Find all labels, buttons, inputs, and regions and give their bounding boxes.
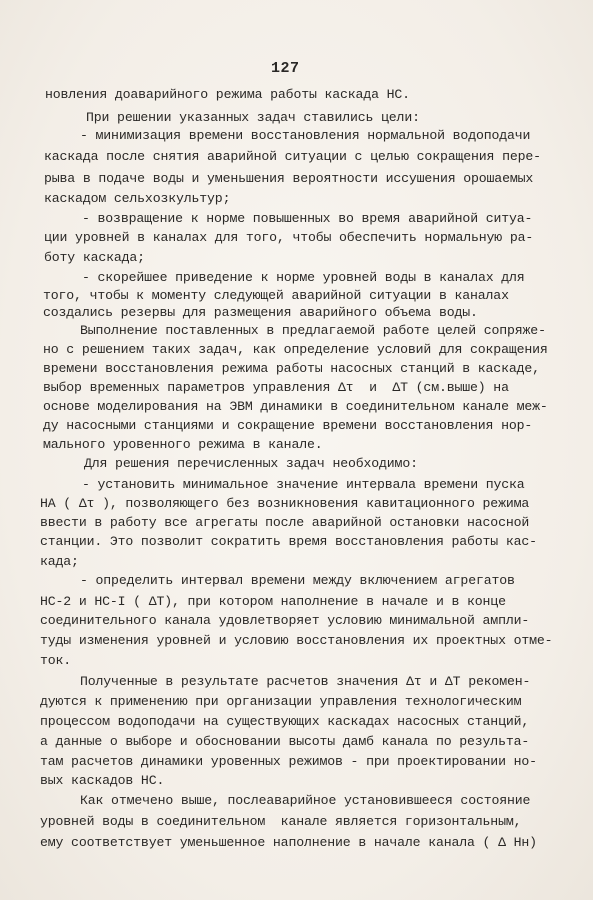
text-line: НА ( Δτ ), позволяющего без возникновения кавитационного режима: [40, 496, 530, 511]
text-line: ему соответствует уменьшенное наполнение в начале канала ( Δ Hн): [40, 835, 537, 850]
text-line: - определить интервал времени между включением агрегатов: [80, 573, 515, 588]
page-number: 127: [271, 60, 300, 77]
text-line: При решении указанных задач ставились цели:: [86, 110, 420, 125]
text-line: там расчетов динамики уровенных режимов - при проектировании но-: [40, 754, 537, 769]
text-line: рыва в подаче воды и уменьшения вероятности иссушения орошаемых: [44, 171, 534, 186]
text-line: но с решением таких задач, как определение условий для сокращения: [43, 342, 548, 357]
text-line: када;: [40, 554, 79, 569]
text-line: - скорейшее приведение к норме уровней воды в каналах для: [82, 270, 525, 285]
text-line: каскада после снятия аварийной ситуации с целью сокращения пере-: [44, 149, 541, 164]
text-line: Полученные в результате расчетов значения Δτ и ΔТ рекомен-: [80, 674, 531, 689]
text-line: создались резервы для размещения аварийного объема воды.: [43, 305, 478, 320]
text-line: процессом водоподачи на существующих каскадах насосных станций,: [40, 714, 530, 729]
text-line: Как отмечено выше, послеаварийное установившееся состояние: [80, 793, 531, 808]
text-line: Выполнение поставленных в предлагаемой работе целей сопряже-: [80, 323, 546, 338]
text-line: основе моделирования на ЭВМ динамики в соединительном канале меж-: [43, 399, 548, 414]
text-line: а данные о выборе и обосновании высоты дамб канала по результа-: [40, 734, 530, 749]
text-line: ции уровней в каналах для того, чтобы обеспечить нормальную ра-: [44, 230, 534, 245]
text-line: мального уровенного режима в канале.: [43, 437, 323, 452]
text-line: дуются к применению при организации управления технологическим: [40, 694, 522, 709]
text-line: новления доаварийного режима работы каскада НС.: [45, 87, 410, 102]
text-line: уровней воды в соединительном канале является горизонтальным,: [40, 814, 522, 829]
text-line: того, чтобы к моменту следующей аварийной ситуации в каналах: [43, 288, 509, 303]
text-line: соединительного канала удовлетворяет условию минимальной ампли-: [40, 613, 530, 628]
text-line: - возвращение к норме повышенных во время аварийной ситуа-: [82, 211, 533, 226]
text-line: станции. Это позволит сократить время восстановления работы кас-: [40, 534, 537, 549]
text-line: ток.: [40, 653, 72, 668]
text-line: выбор временных параметров управления Δτ и ΔТ (см.выше) на: [43, 380, 509, 395]
text-line: ввести в работу все агрегаты после аварийной остановки насосной: [40, 515, 530, 530]
text-line: Для решения перечисленных задач необходимо:: [84, 456, 418, 471]
text-line: туды изменения уровней и условию восстановления их проектных отме-: [40, 633, 553, 648]
text-line: НС-2 и НС-I ( ΔТ), при котором наполнение в начале и в конце: [40, 594, 506, 609]
text-line: каскадом сельхозкультур;: [44, 191, 231, 206]
text-line: вых каскадов НС.: [40, 773, 165, 788]
text-line: - установить минимальное значение интервала времени пуска: [82, 477, 525, 492]
text-line: времени восстановления режима работы насосных станций в каскаде,: [43, 361, 540, 376]
text-line: ду насосными станциями и сокращение времени восстановления нор-: [43, 418, 533, 433]
text-line: боту каскада;: [44, 250, 145, 265]
text-line: - минимизация времени восстановления нормальной водоподачи: [80, 128, 531, 143]
